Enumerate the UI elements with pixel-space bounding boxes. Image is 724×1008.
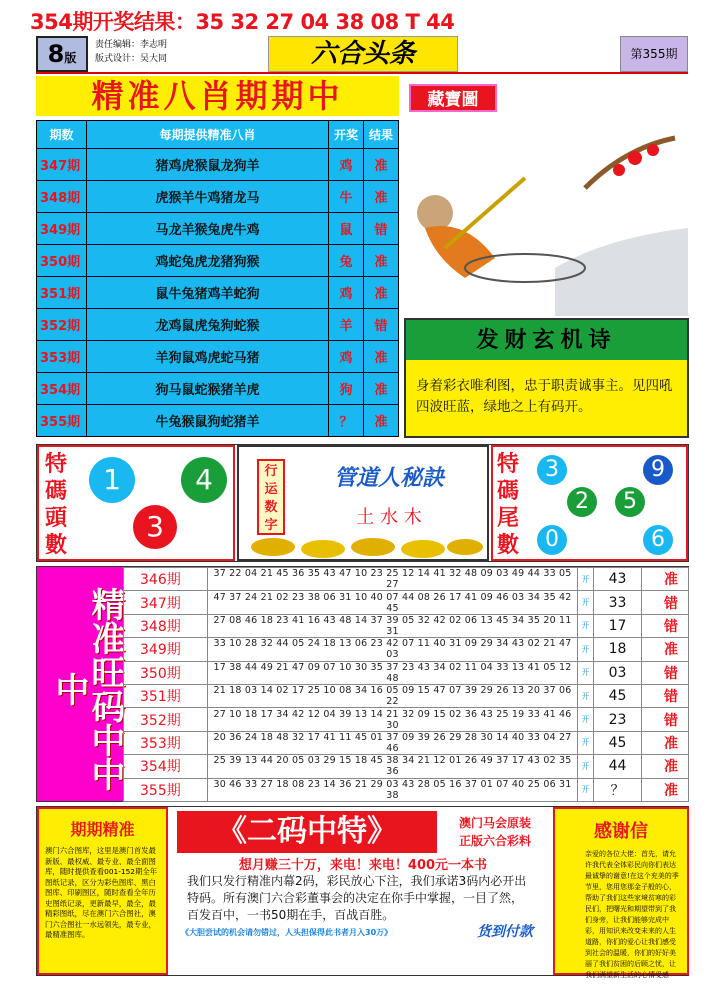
draw-cell: 鸡: [329, 277, 364, 309]
tail-ball-6: 6: [643, 525, 673, 555]
numbers-cell: 21 18 03 14 02 17 25 10 08 34 16 05 09 15 47 07 39 29 26 13 20 37 06 22: [208, 684, 578, 707]
poem-title: 发财玄机诗: [406, 320, 687, 360]
hint-elements: 土 水 木: [356, 507, 422, 528]
draw-cell: 鸡: [329, 149, 364, 181]
period-cell: 353期: [37, 341, 87, 373]
table-row: [37, 405, 399, 437]
period-cell: 350期: [37, 245, 87, 277]
tail-ball-4: 5: [615, 487, 645, 517]
special-cell: 18: [594, 638, 642, 661]
head-ball-3: 3: [133, 505, 177, 549]
result-cell: 错: [642, 708, 689, 731]
tail-ball-1: 3: [537, 455, 567, 485]
period-cell: 349期: [124, 638, 208, 661]
special-cell: 45: [594, 684, 642, 707]
draw-cell: ？: [329, 405, 364, 437]
two-code-side: [441, 811, 549, 853]
result-cell: 错: [642, 591, 689, 614]
result-cell: 错: [364, 309, 399, 341]
zodiac-cell: 鸡蛇兔虎龙猪狗猴: [87, 245, 329, 277]
open-label: 开: [578, 755, 594, 778]
head-number-label: 特碼頭數: [44, 451, 67, 558]
ad-slogan: 想月赚三十万，来电！来电！400元一本书: [238, 858, 488, 873]
table-row: [124, 638, 689, 661]
special-cell: 23: [594, 708, 642, 731]
zodiac-cell: 龙鸡鼠虎兔狗蛇猴: [87, 309, 329, 341]
designer-credit: 版式设计：吴大同: [95, 54, 168, 64]
table-row: [37, 277, 399, 309]
special-cell: 45: [594, 731, 642, 754]
masthead-title: 六合头条: [268, 36, 458, 72]
bottom-ad-row: [36, 806, 689, 979]
result-cell: 准: [364, 149, 399, 181]
draw-cell: 兔: [329, 245, 364, 277]
header-divider: [36, 72, 688, 74]
table-row: [37, 309, 399, 341]
table-row: [37, 245, 399, 277]
table-row: [124, 708, 689, 731]
zodiac-cell: 牛兔猴鼠狗蛇猪羊: [87, 405, 329, 437]
ad-footnote: 《大胆尝试的机会请勿错过，人头担保得此书者月入30万》: [181, 928, 393, 937]
draw-cell: 羊: [329, 309, 364, 341]
lucky-number-label: 行运数字: [257, 459, 285, 535]
special-cell: 33: [594, 591, 642, 614]
header-result: 结果: [364, 121, 399, 149]
issue-number: 第355期: [620, 36, 688, 72]
table-row: [124, 731, 689, 754]
precision-box: [37, 807, 168, 975]
table-row: [37, 181, 399, 213]
zodiac-cell: 猪鸡虎猴鼠龙狗羊: [87, 149, 329, 181]
head-number-panel: [37, 445, 235, 561]
tail-ball-5: 0: [537, 525, 567, 555]
draw-cell: 鸡: [329, 341, 364, 373]
draw-cell: 牛: [329, 181, 364, 213]
period-cell: 348期: [124, 614, 208, 637]
period-cell: 352期: [37, 309, 87, 341]
zodiac-cell: 羊狗鼠鸡虎蛇马猪: [87, 341, 329, 373]
zodiac-cell: 马龙羊猴兔虎牛鸡: [87, 213, 329, 245]
table-row: [37, 341, 399, 373]
special-cell: 03: [594, 661, 642, 684]
period-cell: 347期: [124, 591, 208, 614]
open-label: 开: [578, 708, 594, 731]
result-cell: 错: [364, 213, 399, 245]
result-cell: 准: [642, 755, 689, 778]
period-cell: 347期: [37, 149, 87, 181]
period-cell: 350期: [124, 661, 208, 684]
table-row: [37, 213, 399, 245]
eight-zodiac-table: [36, 120, 399, 437]
thank-you-letter: [553, 807, 689, 979]
table-row: [124, 778, 689, 801]
open-label: 开: [578, 638, 594, 661]
edition-badge: [36, 36, 88, 72]
open-label: 开: [578, 661, 594, 684]
cash-on-delivery-label: 货到付款: [477, 924, 533, 940]
precision-title: 期期精准: [70, 820, 135, 839]
numbers-cell: 27 10 18 17 34 42 12 04 39 13 14 21 32 09 15 02 36 43 25 19 33 41 46 30: [208, 708, 578, 731]
open-label: 开: [578, 591, 594, 614]
open-label: 开: [578, 731, 594, 754]
zodiac-cell: 狗马鼠蛇猴猪羊虎: [87, 373, 329, 405]
edition-unit: 版: [64, 51, 77, 65]
table-row: [124, 614, 689, 637]
table-row: [37, 149, 399, 181]
treasure-map-label: 藏寶圖: [409, 84, 497, 112]
header-draw: 开奖: [329, 121, 364, 149]
period-cell: 349期: [37, 213, 87, 245]
ad-paragraph: 我们只发行精准内幕2码，彩民放心下注，我们承诺3码内必开出特码。所有澳门六合彩董事会的决定在你手中掌握，一目了然，百发百中，一书50期在手，百战百胜。: [187, 874, 527, 922]
head-ball-1: 1: [89, 457, 135, 503]
gold-ingots-icon: [243, 527, 487, 559]
poem-box: [404, 318, 689, 438]
result-cell: 错: [642, 684, 689, 707]
numbers-cell: 27 08 46 18 23 41 16 43 48 14 37 39 05 32 42 02 06 13 45 34 35 20 11 31: [208, 614, 578, 637]
side-line-1: 澳门马会原装: [458, 816, 531, 830]
hint-panel: [237, 445, 489, 561]
period-cell: 351期: [124, 684, 208, 707]
head-ball-2: 4: [181, 457, 227, 503]
edition-number: 8: [47, 40, 65, 68]
period-cell: 352期: [124, 708, 208, 731]
table-row: [124, 591, 689, 614]
period-cell: 348期: [37, 181, 87, 213]
precision-text: 澳门六合图库，这里是澳门首发最新版、最权威、最专业、最全面图库，随时提供查看001-152期全年图纸记录，区分为彩色图库、黑白图库、印刷图区，随时查看全年历史图纸记录，更新最早，最全，最精彩图纸，尽在澳门六合图社，澳门六合图社一水远领先，最专业，最精准图库。: [45, 846, 158, 939]
tail-number-panel: [491, 445, 688, 561]
result-cell: 准: [364, 245, 399, 277]
tail-ball-2: 9: [643, 455, 673, 485]
period-cell: 355期: [124, 778, 208, 801]
thank-you-text: 亲爱的各位大佬：首先，请允许我代表全体彩民向你们表达最诚挚的谢意!在这个充美的季节里，您用您那金子般的心，帮助了我们这些家境贫寒的彩民们，把曙光和期望带到了我们身旁，让我们能够完成中彩，用知识来改变未来的人生道路，你们的爱心让我们感受到社会的温暖，你们的好好美丽了我们贫困的后顾之忧，让我们满望新生活的心情受感: [585, 850, 679, 979]
period-cell: 351期: [37, 277, 87, 309]
tail-number-label: 特碼尾數: [496, 451, 519, 558]
open-label: 开: [578, 614, 594, 637]
period-cell: 355期: [37, 405, 87, 437]
table-row: [124, 661, 689, 684]
period-cell: 346期: [124, 568, 208, 591]
header-period: 期数: [37, 121, 87, 149]
zodiac-cell: 鼠牛兔猪鸡羊蛇狗: [87, 277, 329, 309]
period-cell: 354期: [37, 373, 87, 405]
table-header-row: [37, 121, 399, 149]
hint-title: 管道人秘訣: [333, 465, 444, 491]
result-cell: 准: [364, 341, 399, 373]
numbers-cell: 25 39 13 44 20 05 03 29 15 18 45 38 34 21 12 01 26 49 37 17 43 02 35 36: [208, 755, 578, 778]
numbers-hint-row: [36, 444, 689, 562]
hot-numbers-label: 精准旺码中中中: [37, 567, 123, 801]
two-code-ad: [173, 807, 549, 975]
table-row: [124, 755, 689, 778]
table-row: [37, 373, 399, 405]
draw-cell: 狗: [329, 373, 364, 405]
numbers-cell: 37 22 04 21 45 36 35 43 47 10 23 25 12 14 41 32 48 09 03 49 44 33 05 27: [208, 568, 578, 591]
result-cell: 准: [364, 181, 399, 213]
open-label: 开: [578, 684, 594, 707]
tail-ball-3: 2: [567, 487, 597, 517]
result-cell: 准: [642, 568, 689, 591]
result-cell: 准: [642, 638, 689, 661]
table-row: [124, 684, 689, 707]
special-cell: 44: [594, 755, 642, 778]
result-cell: 准: [642, 778, 689, 801]
result-cell: 准: [642, 731, 689, 754]
result-cell: 错: [642, 661, 689, 684]
result-cell: 错: [642, 614, 689, 637]
section-title: 精准八肖期期中: [36, 76, 399, 116]
special-cell: 17: [594, 614, 642, 637]
draw-result-banner: 354期开奖结果：35 32 27 04 38 08 T 44: [30, 10, 455, 34]
zodiac-cell: 虎猴羊牛鸡猪龙马: [87, 181, 329, 213]
open-label: 开: [578, 568, 594, 591]
header-zodiacs: 每期提供精准八肖: [87, 121, 329, 149]
hot-numbers-section: [36, 566, 689, 802]
draw-cell: 鼠: [329, 213, 364, 245]
special-cell: ？: [594, 778, 642, 801]
open-label: 开: [578, 778, 594, 801]
period-cell: 354期: [124, 755, 208, 778]
period-cell: 353期: [124, 731, 208, 754]
two-code-title: 《二码中特》: [177, 811, 437, 853]
result-cell: 准: [364, 277, 399, 309]
numbers-cell: 20 36 24 18 48 32 17 41 11 45 01 37 09 39 26 29 28 30 14 40 33 04 27 46: [208, 731, 578, 754]
table-row: [124, 568, 689, 591]
numbers-cell: 47 37 24 21 02 23 38 06 31 10 40 07 44 08 26 17 41 09 46 03 34 35 42 45: [208, 591, 578, 614]
side-line-2: 正版六合彩料: [458, 834, 531, 848]
thank-you-title: 感谢信: [594, 821, 648, 842]
result-cell: 准: [364, 405, 399, 437]
editor-credit: 责任编辑：李志明: [95, 40, 168, 50]
poem-text: 身着彩衣唯利图，忠于职责诚事主。见四吼四波旺蓝，绿地之上有码开。: [406, 360, 687, 436]
hot-numbers-table: [123, 567, 689, 802]
numbers-cell: 30 46 33 27 18 08 23 14 36 21 29 03 43 28 05 16 37 01 07 40 25 06 31 38: [208, 778, 578, 801]
numbers-cell: 33 10 28 32 44 05 24 18 13 06 23 42 07 11 40 31 09 29 34 43 02 21 47 03: [208, 638, 578, 661]
credits: [95, 38, 167, 66]
numbers-cell: 17 38 44 49 21 47 09 07 10 30 35 37 23 43 34 02 11 04 33 13 41 05 12 48: [208, 661, 578, 684]
illustration-monkey-king: [405, 118, 688, 316]
special-cell: 43: [594, 568, 642, 591]
result-cell: 准: [364, 373, 399, 405]
